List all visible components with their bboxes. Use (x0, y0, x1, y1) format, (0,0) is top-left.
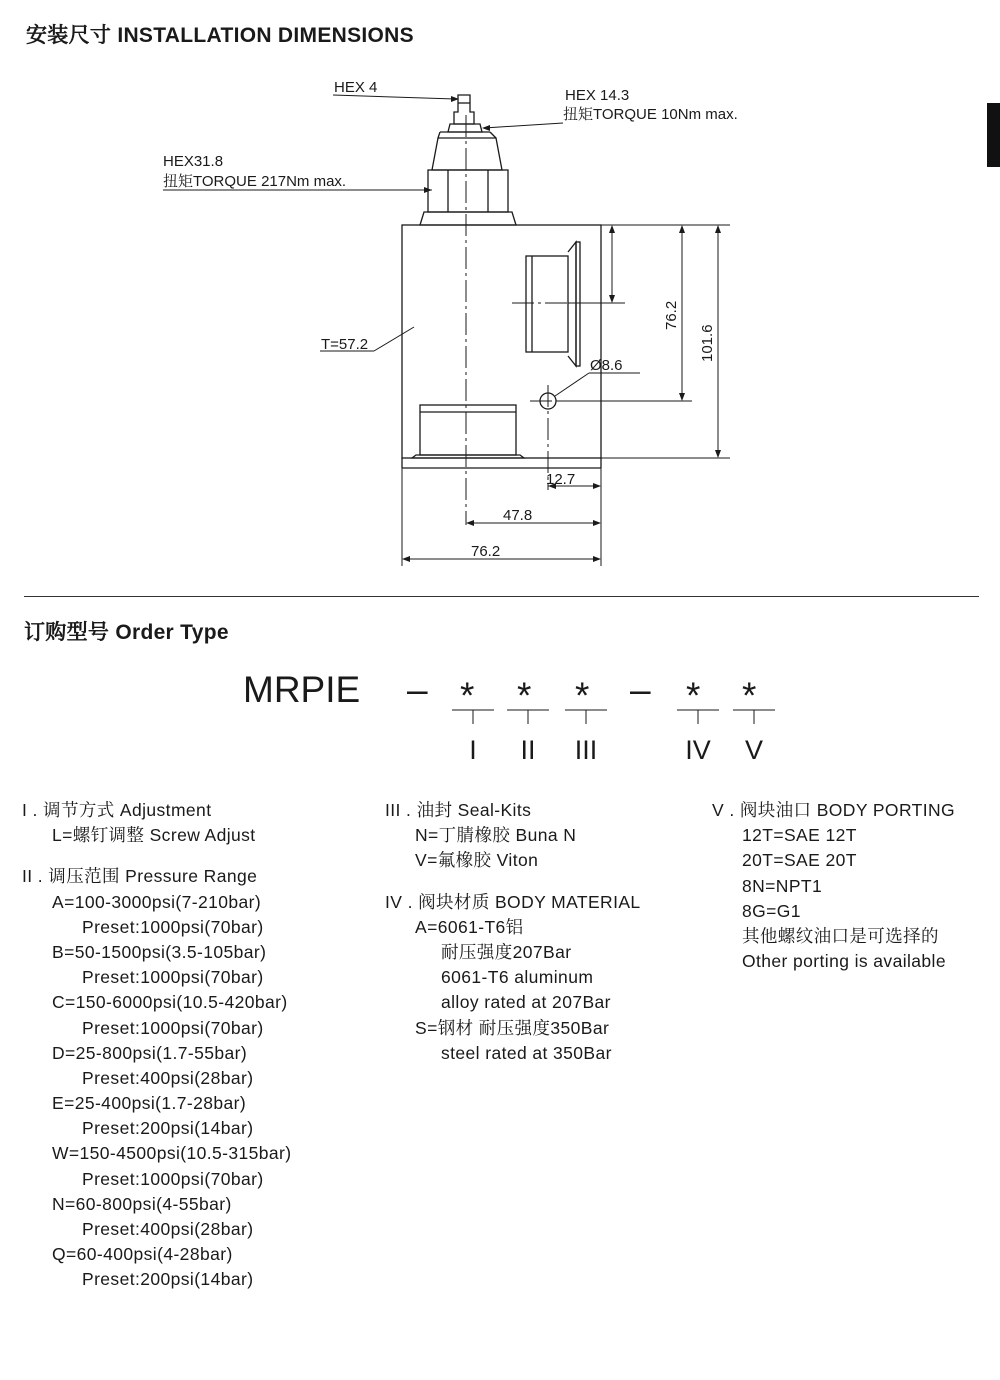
option-line: Other porting is available (742, 951, 946, 972)
installation-drawing (0, 0, 1000, 600)
option-line: Preset:1000psi(70bar) (82, 967, 264, 988)
code-placeholder-3: * (575, 675, 590, 716)
roman-numeral-1: I (469, 735, 477, 765)
option-line: Preset:1000psi(70bar) (82, 1168, 264, 1189)
code-separator: – (407, 669, 428, 710)
option-line: S=钢材 耐压强度350Bar (415, 1017, 610, 1038)
dim-47: 47.8 (503, 507, 533, 524)
option-line: V=氟橡胶 Viton (415, 850, 539, 871)
option-line: N=丁腈橡胶 Buna N (415, 825, 577, 846)
option-line: N=60-800psi(4-55bar) (52, 1193, 232, 1214)
option-line: Preset:1000psi(70bar) (82, 916, 264, 937)
code-placeholder-4: * (686, 675, 701, 716)
option-line: Preset:200psi(14bar) (82, 1269, 254, 1290)
cap-body (432, 138, 502, 170)
dim-101: 101.6 (699, 324, 716, 362)
option-column-2 (385, 798, 641, 1066)
code-placeholder-2: * (517, 675, 532, 716)
roman-numeral-5: V (744, 735, 764, 765)
option-heading: III . 油封 Seal-Kits (385, 800, 532, 820)
label-torque-10: 扭矩TORQUE 10Nm max. (563, 106, 738, 123)
option-line: 20T=SAE 20T (742, 850, 857, 871)
option-line: Preset:1000psi(70bar) (82, 1017, 264, 1038)
section-divider (24, 596, 979, 597)
hex31-body (428, 170, 508, 212)
code-separator: – (630, 669, 651, 710)
option-line: A=100-3000psi(7-210bar) (52, 891, 262, 912)
roman-numeral-2: II (520, 735, 536, 765)
option-heading: IV . 阀块材质 BODY MATERIAL (385, 891, 641, 912)
option-line: A=6061-T6铝 (415, 916, 524, 937)
roman-numeral-4: IV (685, 735, 711, 765)
option-line: 12T=SAE 12T (742, 825, 857, 846)
installation-title: 安装尺寸 INSTALLATION DIMENSIONS (26, 24, 414, 47)
roman-numeral-3: III (574, 735, 598, 765)
option-line: W=150-4500psi(10.5-315bar) (52, 1143, 292, 1164)
option-line: L=螺钉调整 Screw Adjust (52, 825, 256, 846)
option-line: B=50-1500psi(3.5-105bar) (52, 941, 267, 962)
dim-12: 12.7 (546, 471, 576, 488)
option-line: 8G=G1 (742, 900, 801, 921)
option-line: alloy rated at 207Bar (441, 992, 611, 1013)
option-line: 耐压强度207Bar (441, 941, 572, 962)
dim-76-vertical: 76.2 (663, 300, 680, 330)
valve-body-outline (402, 225, 601, 458)
option-column-3 (712, 798, 955, 974)
hex14-locknut (448, 124, 482, 132)
option-column-1 (22, 798, 292, 1293)
option-line: Preset:400psi(28bar) (82, 1067, 254, 1088)
option-line: steel rated at 350Bar (441, 1042, 612, 1063)
spacer (22, 848, 292, 864)
option-line: Q=60-400psi(4-28bar) (52, 1244, 233, 1265)
label-hex31: HEX31.8 (163, 153, 224, 170)
option-line: 6061-T6 aluminum (441, 967, 594, 988)
option-heading: I . 调节方式 Adjustment (22, 800, 212, 820)
option-line: Preset:200psi(14bar) (82, 1118, 254, 1139)
order-title: 订购型号 Order Type (24, 621, 229, 644)
label-port-diameter: Ø8.6 (590, 357, 623, 374)
label-thickness: T=57.2 (321, 336, 369, 353)
code-placeholder-5: * (742, 675, 757, 716)
spacer (385, 874, 641, 890)
option-line: 8N=NPT1 (742, 875, 823, 896)
label-hex14: HEX 14.3 (565, 87, 630, 104)
option-line: 其他螺纹油口是可选择的 (742, 925, 939, 946)
option-heading: II . 调压范围 Pressure Range (22, 866, 258, 887)
option-line: Preset:400psi(28bar) (82, 1219, 254, 1239)
option-heading: V . 阀块油口 BODY PORTING (712, 800, 956, 820)
code-placeholder-1: * (460, 675, 475, 716)
dim-76-horizontal: 76.2 (471, 543, 501, 560)
option-line: D=25-800psi(1.7-55bar) (52, 1042, 248, 1063)
option-line: C=150-6000psi(10.5-420bar) (52, 992, 288, 1013)
label-torque-217: 扭矩TORQUE 217Nm max. (163, 173, 347, 190)
model-code: MRPIE (243, 669, 361, 710)
label-hex4: HEX 4 (334, 79, 378, 96)
option-line: E=25-400psi(1.7-28bar) (52, 1093, 247, 1114)
